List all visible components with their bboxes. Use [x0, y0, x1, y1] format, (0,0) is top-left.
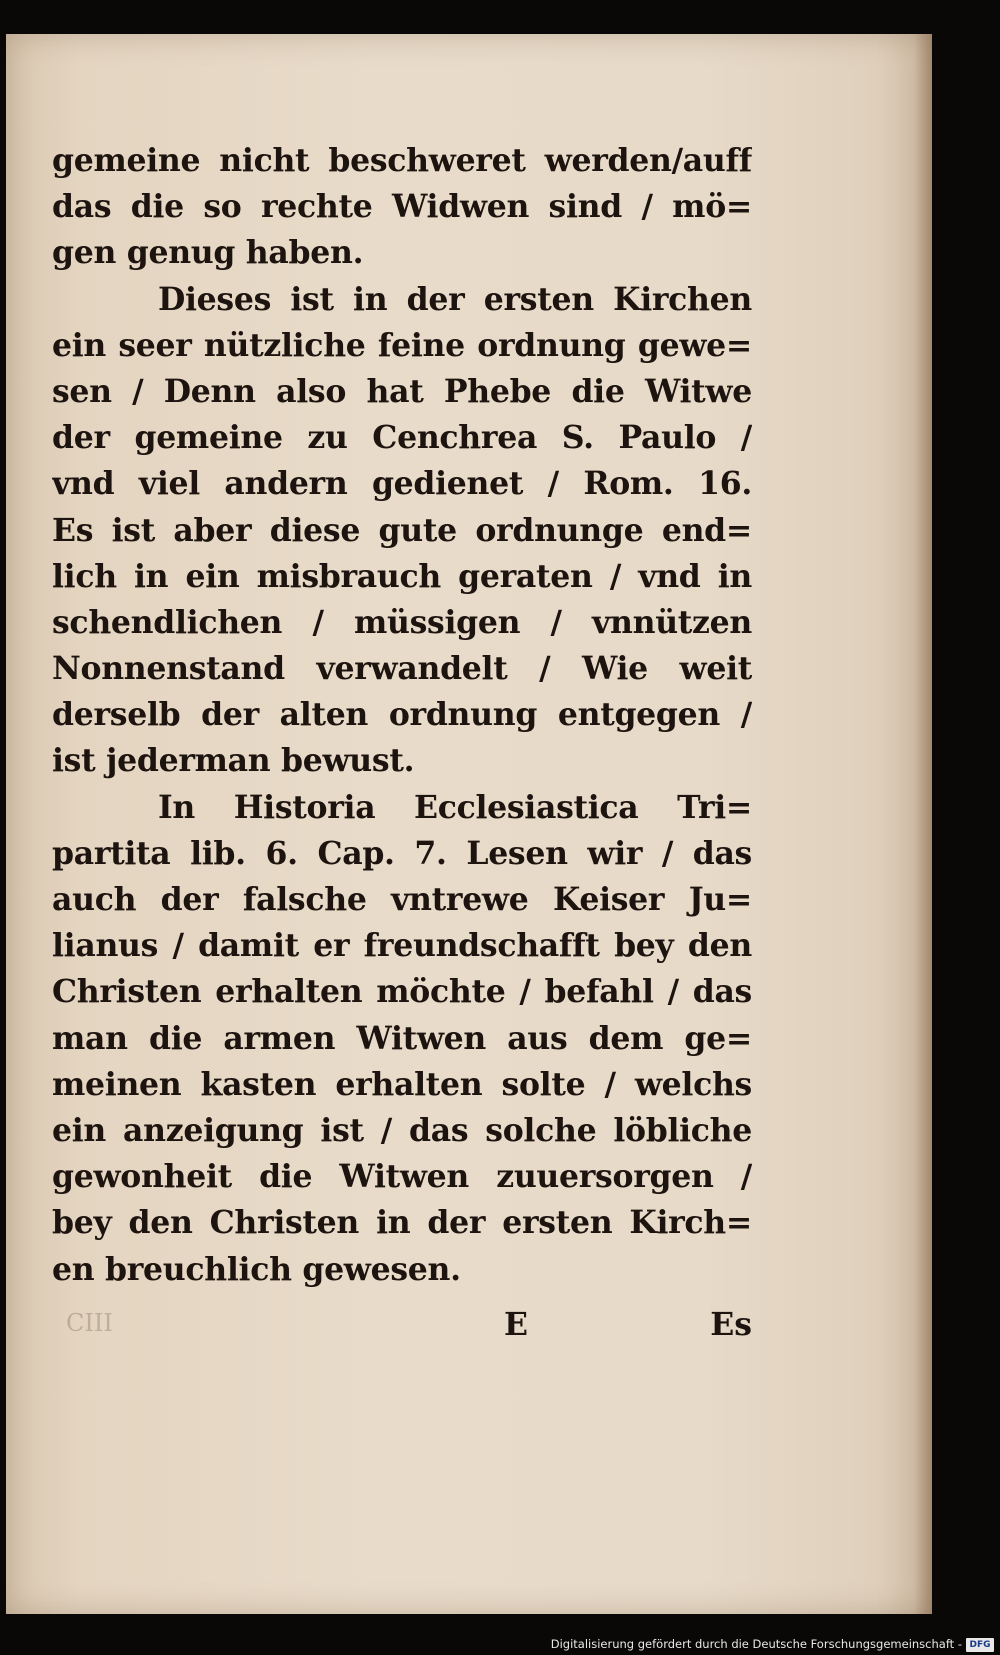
- digitization-credit: Digitalisierung gefördert durch die Deutsche Forschungsgemeinschaft -: [550, 1637, 962, 1651]
- text-line-15: In Historia Ecclesiastica Tri=: [158, 788, 752, 826]
- text-line-12: Nonnenstand verwandelt / Wie weit: [52, 650, 752, 688]
- text-line-22: ein anzeigung ist / das solche löbliche: [52, 1111, 752, 1149]
- text-line-9: Es ist aber diese gute ordnunge end=: [52, 511, 752, 549]
- text-line-13: derselb der alten ordnung entgegen /: [52, 696, 752, 734]
- text-line-18: lianus / damit er freundschafft bey den: [52, 927, 752, 965]
- text-line-23: gewonheit die Witwen zuuersorgen /: [52, 1158, 752, 1196]
- text-line-14: ist jederman bewust.: [52, 742, 415, 780]
- dfg-logo: DFG: [966, 1638, 994, 1652]
- text-line-16: partita lib. 6. Cap. 7. Lesen wir / das: [52, 834, 752, 872]
- page-text-block: [52, 138, 752, 1293]
- text-line-17: auch der falsche vntrewe Keiser Ju=: [52, 881, 752, 918]
- text-line-7: der gemeine zu Cenchrea S. Paulo /: [52, 419, 752, 457]
- text-line-6: sen / Denn also hat Phebe die Witwe: [52, 372, 752, 410]
- text-line-8: vnd viel andern gedienet / Rom. 16.: [52, 465, 752, 503]
- text-line-21: meinen kasten erhalten solte / welchs: [52, 1065, 752, 1103]
- text-line-5: ein seer nützliche feine ordnung gewe=: [52, 326, 752, 364]
- text-line-3: gen genug haben.: [52, 234, 364, 272]
- page-footer: [52, 1306, 752, 1356]
- book-page: [6, 34, 932, 1614]
- signature-mark: E: [504, 1306, 529, 1343]
- catchword: Es: [710, 1306, 752, 1343]
- text-line-4: Dieses ist in der ersten Kirchen: [158, 280, 752, 318]
- text-line-24: bey den Christen in der ersten Kirch=: [52, 1204, 752, 1242]
- text-line-1: gemeine nicht beschweret werden/auff: [52, 142, 752, 179]
- bleed-through-marks: CIII: [66, 1309, 113, 1337]
- text-line-25: en breuchlich gewesen.: [52, 1250, 461, 1288]
- text-line-10: lich in ein misbrauch geraten / vnd in: [52, 557, 752, 595]
- text-line-20: man die armen Witwen aus dem ge=: [52, 1019, 752, 1057]
- text-line-2: das die so rechte Widwen sind / mö=: [52, 188, 752, 226]
- text-line-19: Christen erhalten möchte / befahl / das: [52, 973, 752, 1011]
- text-line-11: schendlichen / müssigen / vnnützen: [52, 603, 752, 641]
